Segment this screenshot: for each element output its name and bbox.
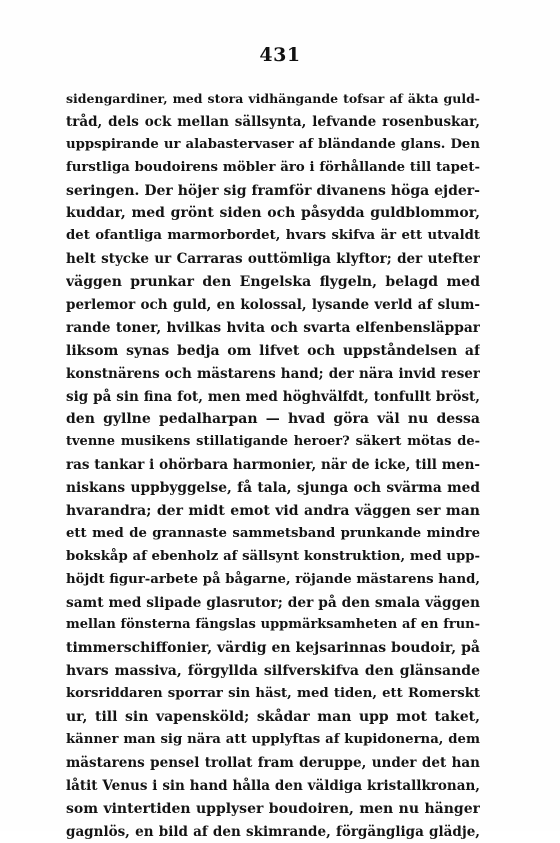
- text-line: ur, till sin vapensköld; skådar man upp mot taket,: [66, 706, 480, 729]
- page-number: 431: [0, 44, 560, 66]
- text-line: furstliga boudoirens möbler äro i förhållande till tapet-: [66, 157, 480, 180]
- text-line: ras tankar i ohörbara harmonier, när de icke, till men-: [66, 454, 480, 477]
- text-line: tvenne musikens stillatigande heroer? säkert mötas de-: [66, 431, 480, 454]
- text-line: höjdt figur-arbete på bågarne, röjande mästarens hand,: [66, 569, 480, 592]
- text-line: hvars massiva, förgyllda silfverskifva den glänsande: [66, 660, 480, 683]
- text-line: sidengardiner, med stora vidhängande tofsar af äkta guld-: [66, 88, 480, 111]
- text-line: mästarens pensel trollat fram deruppe, under det han: [66, 752, 480, 775]
- text-line: som vintertiden upplyser boudoiren, men nu hänger: [66, 798, 480, 821]
- text-line: det ofantliga marmorbordet, hvars skifva är ett utvaldt: [66, 225, 480, 248]
- text-line: känner man sig nära att upplyftas af kupidonerna, dem: [66, 729, 480, 752]
- text-line: den gyllne pedalharpan — hvad göra väl nu dessa: [66, 408, 480, 431]
- text-line: bokskåp af ebenholz af sällsynt konstruktion, med upp-: [66, 546, 480, 569]
- text-line: sig på sin fina fot, men med höghvälfdt, tonfullt bröst,: [66, 386, 480, 409]
- text-line: timmerschiffonier, värdig en kejsarinnas boudoir, på: [66, 637, 480, 660]
- text-line: väggen prunkar den Engelska flygeln, belagd med: [66, 271, 480, 294]
- text-line: hvarandra; der midt emot vid andra väggen ser man: [66, 500, 480, 523]
- text-line: helt stycke ur Carraras outtömliga klyftor; der utefter: [66, 248, 480, 271]
- text-line: korsriddaren sporrar sin häst, med tiden, ett Romerskt: [66, 683, 480, 706]
- text-line: gagnlös, en bild af den skimrande, förgängliga glädje,: [66, 821, 480, 843]
- text-line: kuddar, med grönt siden och påsydda guldblommor,: [66, 202, 480, 225]
- text-line: låtit Venus i sin hand hålla den väldiga kristallkronan,: [66, 775, 480, 798]
- text-line: seringen. Der höjer sig framför divanens höga ejder-: [66, 180, 480, 203]
- text-line: ett med de grannaste sammetsband prunkande mindre: [66, 523, 480, 546]
- text-line: mellan fönsterna fängslas uppmärksamheten af en frun-: [66, 614, 480, 637]
- text-line: tråd, dels ock mellan sällsynta, lefvande rosenbuskar,: [66, 111, 480, 134]
- text-line: perlemor och guld, en kolossal, lysande verld af slum-: [66, 294, 480, 317]
- text-line: konstnärens och mästarens hand; der nära invid reser: [66, 363, 480, 386]
- text-line: samt med slipade glasrutor; der på den smala väggen: [66, 592, 480, 615]
- text-line: rande toner, hvilkas hvita och svarta elfenbensläppar: [66, 317, 480, 340]
- text-line: uppspirande ur alabastervaser af bländande glans. Den: [66, 134, 480, 157]
- text-line: liksom synas bedja om lifvet och uppståndelsen af: [66, 340, 480, 363]
- body-text: [66, 88, 480, 843]
- text-line: niskans uppbyggelse, få tala, sjunga och svärma med: [66, 477, 480, 500]
